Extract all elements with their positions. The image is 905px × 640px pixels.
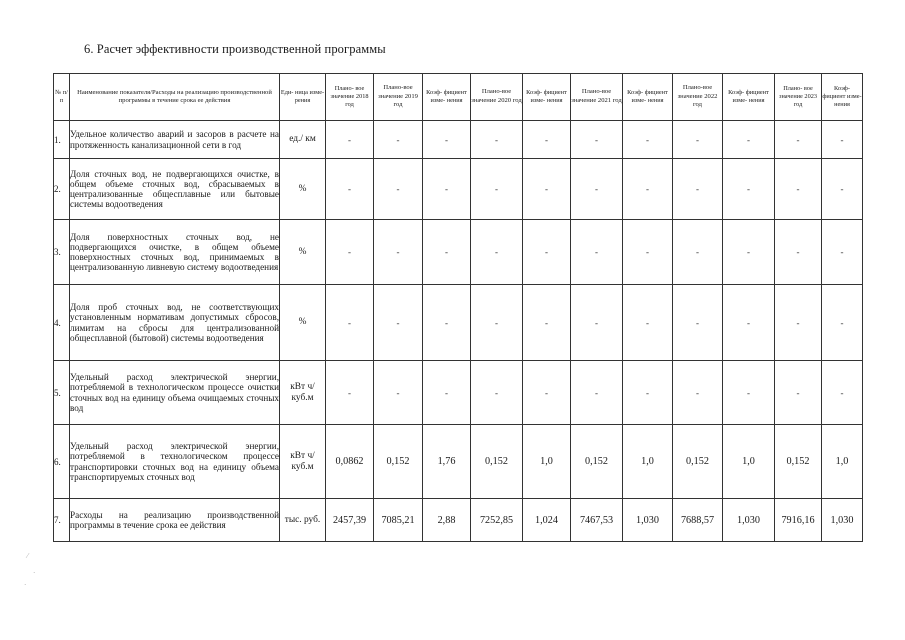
value-cell: 0,152 (775, 425, 822, 499)
header-plan-2018: Плано- вое значение 2018 год (326, 74, 374, 121)
table-row (54, 361, 863, 425)
table-row (54, 425, 863, 499)
value-cell: 0,152 (571, 425, 623, 499)
value-cell: - (673, 159, 723, 220)
value-cell: - (775, 285, 822, 361)
value-cell: 0,152 (374, 425, 423, 499)
value-cell: - (723, 361, 775, 425)
unit-cell: кВт ч/куб.м (280, 425, 326, 499)
indicator-name: Удельный расход электрической энергии, потребляемой в технологическом процессе очистки сточных вод на единицу объема очищаемых сточных вод (70, 361, 280, 425)
header-coef-2019: Коэф- фициент изме- нения (423, 74, 471, 121)
table-row (54, 285, 863, 361)
value-cell: - (775, 121, 822, 159)
efficiency-table (53, 73, 863, 542)
value-cell: 1,024 (523, 499, 571, 542)
row-number: 3. (54, 220, 70, 285)
header-num: № п/п (54, 74, 70, 121)
value-cell: - (471, 285, 523, 361)
header-name: Наименование показателя/Расходы на реализацию производственной программы в течение срока ее действия (70, 74, 280, 121)
unit-cell: тыс. руб. (280, 499, 326, 542)
header-plan-2020: Плано-вое значение 2020 год (471, 74, 523, 121)
indicator-name: Расходы на реализацию производственной программы в течение срока ее действия (70, 499, 280, 542)
value-cell: - (523, 285, 571, 361)
header-coef-2022: Коэф- фициент изме- нения (723, 74, 775, 121)
value-cell: - (775, 361, 822, 425)
row-number: 1. (54, 121, 70, 159)
value-cell: - (523, 159, 571, 220)
value-cell: 1,0 (523, 425, 571, 499)
row-number: 6. (54, 425, 70, 499)
value-cell: 1,0 (623, 425, 673, 499)
value-cell: - (822, 159, 863, 220)
value-cell: - (623, 361, 673, 425)
value-cell: 1,0 (822, 425, 863, 499)
value-cell: - (822, 361, 863, 425)
value-cell: - (326, 159, 374, 220)
value-cell: - (374, 220, 423, 285)
value-cell: 0,0862 (326, 425, 374, 499)
value-cell: 1,030 (723, 499, 775, 542)
value-cell: - (523, 361, 571, 425)
row-number: 4. (54, 285, 70, 361)
value-cell: - (822, 285, 863, 361)
value-cell: - (326, 220, 374, 285)
header-coef-2020: Коэф- фициент изме- нения (523, 74, 571, 121)
value-cell: - (822, 121, 863, 159)
indicator-name: Удельный расход электрической энергии, потребляемой в технологическом процессе транспортировки сточных вод на единицу объема транспортируемых сточных вод (70, 425, 280, 499)
value-cell: 2457,39 (326, 499, 374, 542)
value-cell: 1,0 (723, 425, 775, 499)
value-cell: - (471, 220, 523, 285)
row-number: 7. (54, 499, 70, 542)
value-cell: - (623, 285, 673, 361)
header-unit: Еди- ница изме- рения (280, 74, 326, 121)
value-cell: - (623, 220, 673, 285)
value-cell: - (326, 121, 374, 159)
value-cell: - (374, 121, 423, 159)
indicator-name: Удельное количество аварий и засоров в расчете на протяженность канализационной сети в год (70, 121, 280, 159)
header-coef-2023: Коэф- фициент изме- нения (822, 74, 863, 121)
value-cell: - (723, 159, 775, 220)
value-cell: 2,88 (423, 499, 471, 542)
value-cell: - (723, 121, 775, 159)
value-cell: 1,76 (423, 425, 471, 499)
scan-speck: ⁄ (27, 552, 29, 560)
value-cell: - (423, 121, 471, 159)
value-cell: - (673, 361, 723, 425)
value-cell: - (822, 220, 863, 285)
value-cell: - (571, 285, 623, 361)
value-cell: - (374, 361, 423, 425)
value-cell: - (471, 121, 523, 159)
value-cell: - (673, 285, 723, 361)
value-cell: - (673, 220, 723, 285)
value-cell: - (423, 159, 471, 220)
value-cell: 7085,21 (374, 499, 423, 542)
value-cell: 1,030 (623, 499, 673, 542)
unit-cell: % (280, 285, 326, 361)
value-cell: 0,152 (471, 425, 523, 499)
header-plan-2019: Плано-вое значение 2019 год (374, 74, 423, 121)
value-cell: - (571, 220, 623, 285)
indicator-name: Доля сточных вод, не подвергающихся очистке, в общем объеме сточных вод, сбрасываемых в централизованные общесплавные или бытовые системы водоотведения (70, 159, 280, 220)
value-cell: 7252,85 (471, 499, 523, 542)
value-cell: - (471, 361, 523, 425)
row-number: 5. (54, 361, 70, 425)
indicator-name: Доля проб сточных вод, не соответствующих установленным нормативам допустимых сбросов, лимитам на сбросы для централизованной общесплавной (бытовой) системы водоотведения (70, 285, 280, 361)
unit-cell: % (280, 159, 326, 220)
value-cell: - (723, 220, 775, 285)
header-plan-2023: Плано- вое значение 2023 год (775, 74, 822, 121)
scan-speck: · (33, 569, 36, 577)
value-cell: - (723, 285, 775, 361)
table-header-row (54, 74, 863, 121)
value-cell: - (571, 361, 623, 425)
value-cell: - (673, 121, 723, 159)
table-row (54, 159, 863, 220)
value-cell: - (423, 361, 471, 425)
unit-cell: кВт ч/куб.м (280, 361, 326, 425)
scan-speck: · (24, 581, 27, 589)
value-cell: - (571, 121, 623, 159)
value-cell: - (775, 159, 822, 220)
value-cell: - (326, 361, 374, 425)
value-cell: - (423, 285, 471, 361)
header-plan-2021: Плано-вое значение 2021 год (571, 74, 623, 121)
unit-cell: ед./ км (280, 121, 326, 159)
unit-cell: % (280, 220, 326, 285)
value-cell: 7467,53 (571, 499, 623, 542)
value-cell: - (775, 220, 822, 285)
value-cell: - (623, 121, 673, 159)
table-row (54, 220, 863, 285)
value-cell: - (523, 220, 571, 285)
value-cell: - (423, 220, 471, 285)
value-cell: 0,152 (673, 425, 723, 499)
row-number: 2. (54, 159, 70, 220)
indicator-name: Доля поверхностных сточных вод, не подвергающихся очистке, в общем объеме поверхностных сточных вод, принимаемых в централизованную ливневую систему водоотведения (70, 220, 280, 285)
value-cell: - (374, 285, 423, 361)
value-cell: 1,030 (822, 499, 863, 542)
table-row (54, 499, 863, 542)
value-cell: 7688,57 (673, 499, 723, 542)
value-cell: - (523, 121, 571, 159)
value-cell: - (471, 159, 523, 220)
value-cell: - (623, 159, 673, 220)
value-cell: - (571, 159, 623, 220)
header-plan-2022: Плано-вое значение 2022 год (673, 74, 723, 121)
value-cell: - (374, 159, 423, 220)
value-cell: - (326, 285, 374, 361)
page-title: 6. Расчет эффективности производственной программы (84, 42, 386, 56)
value-cell: 7916,16 (775, 499, 822, 542)
header-coef-2021: Коэф- фициент изме- нения (623, 74, 673, 121)
table-row (54, 121, 863, 159)
